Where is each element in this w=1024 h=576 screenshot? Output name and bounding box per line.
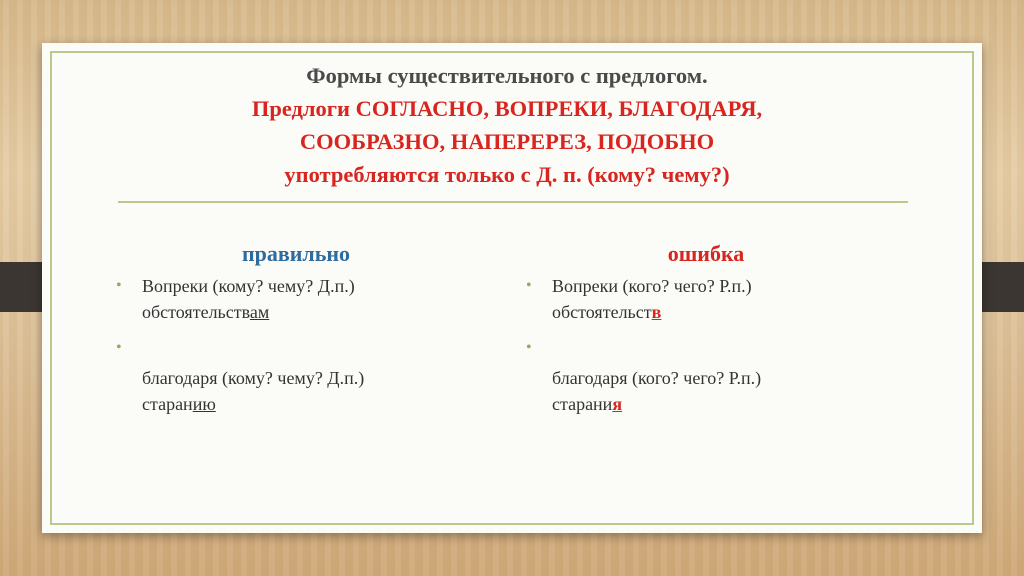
correct-item-1-stem: обстоятельств xyxy=(142,302,250,322)
bullet-icon: • xyxy=(526,339,532,356)
correct-item-2-ending: ию xyxy=(192,394,216,414)
title-divider xyxy=(118,201,908,203)
wrong-item-2-text: благодаря (кого? чего? Р.п.) xyxy=(552,368,762,388)
bullet-icon: • xyxy=(116,339,122,356)
correct-item-2 xyxy=(116,335,476,417)
title-line-2: Предлоги СОГЛАСНО, ВОПРЕКИ, БЛАГОДАРЯ, xyxy=(251,96,763,121)
slide-title xyxy=(112,59,902,191)
correct-item-2-text: благодаря (кому? чему? Д.п.) xyxy=(142,368,365,388)
correct-item-1 xyxy=(116,273,476,325)
correct-item-2-stem: старан xyxy=(142,394,193,414)
wrong-column xyxy=(526,239,886,427)
wrong-heading: ошибка xyxy=(667,241,745,266)
slide xyxy=(42,43,982,533)
wrong-item-1-text: Вопреки (кого? чего? Р.п.) xyxy=(552,276,752,296)
correct-column xyxy=(116,239,476,427)
correct-item-1-ending: ам xyxy=(249,302,270,322)
title-line-3: СООБРАЗНО, НАПЕРЕРЕЗ, ПОДОБНО xyxy=(299,129,715,154)
wrong-item-2-stem: старани xyxy=(552,394,613,414)
correct-heading: правильно xyxy=(241,241,351,266)
wrong-item-1 xyxy=(526,273,886,325)
wrong-item-1-ending: в xyxy=(651,302,662,322)
wrong-item-1-stem: обстоятельст xyxy=(552,302,652,322)
correct-item-1-text: Вопреки (кому? чему? Д.п.) xyxy=(142,276,355,296)
bullet-icon: • xyxy=(526,277,532,294)
title-line-4: употребляются только с Д. п. (кому? чему?) xyxy=(284,162,730,187)
wrong-item-2-ending: я xyxy=(612,394,623,414)
bullet-icon: • xyxy=(116,277,122,294)
wrong-item-2 xyxy=(526,335,886,417)
title-line-1: Формы существительного с предлогом. xyxy=(306,63,708,88)
